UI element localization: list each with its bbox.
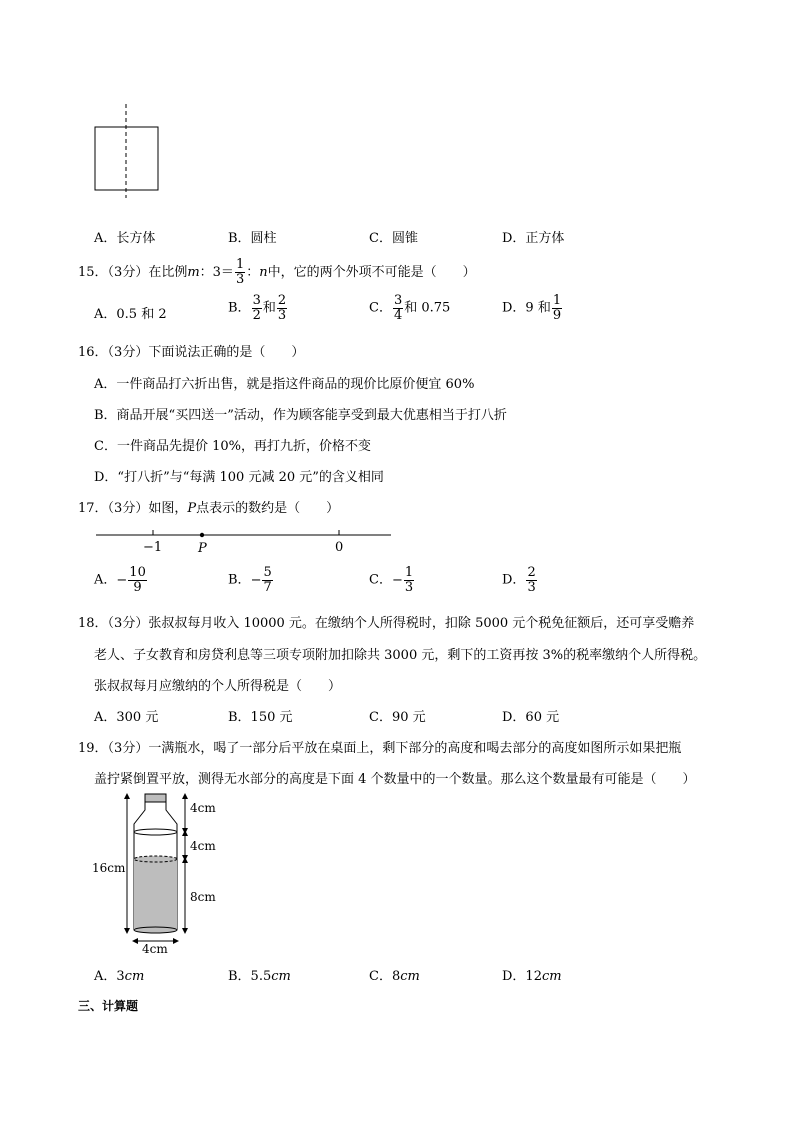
q16-option-c[interactable]: C．一件商品先提价 10%，再打九折，价格不变 bbox=[94, 439, 371, 454]
q18-stem-line2: 老人、子女教育和房贷利息等三项专项附加扣除共 3000 元，剩下的工资再按 3%的税率缴纳个人所得税。 bbox=[94, 648, 707, 663]
q15-option-d[interactable]: D．9 和 $\frac{1}{9}$ bbox=[502, 293, 562, 323]
q16-option-d[interactable]: D．“打八折”与“每满 100 元减 20 元”的含义相同 bbox=[94, 470, 384, 485]
q14-option-b[interactable]: B．圆柱 bbox=[228, 231, 277, 246]
point-p bbox=[200, 533, 204, 537]
tick-label-p: P bbox=[198, 541, 207, 556]
label-total-height: 16cm bbox=[92, 861, 126, 875]
q14-option-d[interactable]: D．正方体 bbox=[502, 231, 565, 246]
label-mid-height: 4cm bbox=[190, 839, 216, 853]
q15-option-b[interactable]: B． $\frac{3}{2}$ 和 $\frac{2}{3}$ bbox=[228, 293, 287, 323]
bottle-neck bbox=[134, 802, 177, 832]
q17-option-b[interactable]: B．− $\frac{5}{7}$ bbox=[228, 565, 272, 595]
q17-option-d[interactable]: D． $\frac{2}{3}$ bbox=[502, 565, 536, 595]
q19-stem-line1: 19．（3分）一满瓶水，喝了一部分后平放在桌面上，剩下部分的高度和喝去部分的高度如图所示如果把瓶 bbox=[78, 741, 682, 756]
q19-option-a[interactable]: A．3cm bbox=[94, 969, 145, 984]
label-top-height: 4cm bbox=[190, 801, 216, 815]
q15-option-c[interactable]: C． $\frac{3}{4}$ 和 0.75 bbox=[369, 293, 451, 323]
bottle-cap bbox=[145, 794, 166, 802]
tick-label-minus1: −1 bbox=[143, 540, 163, 555]
q17-option-c[interactable]: C．− $\frac{1}{3}$ bbox=[369, 565, 414, 595]
bottle-figure bbox=[90, 790, 230, 960]
q19-option-b[interactable]: B．5.5cm bbox=[228, 969, 291, 984]
q16-option-b[interactable]: B．商品开展“买四送一”活动，作为顾客能享受到最大优惠相当于打八折 bbox=[94, 408, 507, 423]
q18-option-d[interactable]: D．60 元 bbox=[502, 710, 560, 725]
q15-stem: 15．（3分）在比例m：3＝ $\frac{1}{3}$ ：n中，它的两个外项不可能是（ ） bbox=[78, 257, 476, 287]
tick-label-zero: 0 bbox=[335, 540, 344, 555]
section-title: 三、计算题 bbox=[78, 999, 139, 1013]
q14-option-a[interactable]: A．长方体 bbox=[94, 231, 156, 246]
q19-option-d[interactable]: D．12cm bbox=[502, 969, 562, 984]
q18-option-c[interactable]: C．90 元 bbox=[369, 710, 426, 725]
q17-stem: 17．（3分）如图，P点表示的数约是（ ） bbox=[78, 501, 340, 516]
square-fold-figure bbox=[90, 100, 170, 200]
label-width: 4cm bbox=[142, 942, 168, 956]
q16-stem: 16．（3分）下面说法正确的是（ ） bbox=[78, 345, 305, 360]
q18-option-a[interactable]: A．300 元 bbox=[94, 710, 159, 725]
q18-stem-line3: 张叔叔每月应缴纳的个人所得税是（ ） bbox=[94, 679, 342, 694]
label-water-height: 8cm bbox=[190, 890, 216, 904]
number-line-figure bbox=[94, 524, 394, 560]
q15-option-a[interactable]: A．0.5 和 2 bbox=[94, 307, 167, 322]
q16-option-a[interactable]: A．一件商品打六折出售，就是指这件商品的现价比原价便宜 60% bbox=[94, 377, 475, 392]
q18-stem-line1: 18．（3分）张叔叔每月收入 10000 元。在缴纳个人所得税时，扣除 5000 元个税免征额后，还可享受赡养 bbox=[78, 616, 695, 631]
bottle-water bbox=[134, 859, 177, 930]
q18-option-b[interactable]: B．150 元 bbox=[228, 710, 293, 725]
q17-option-a[interactable]: A．− $\frac{10}{9}$ bbox=[94, 565, 146, 595]
q19-option-c[interactable]: C．8cm bbox=[369, 969, 420, 984]
q19-stem-line2: 盖拧紧倒置平放，测得无水部分的高度是下面 4 个数量中的一个数量。那么这个数量最有可能是（ ） bbox=[94, 772, 696, 787]
q14-option-c[interactable]: C．圆锥 bbox=[369, 231, 418, 246]
